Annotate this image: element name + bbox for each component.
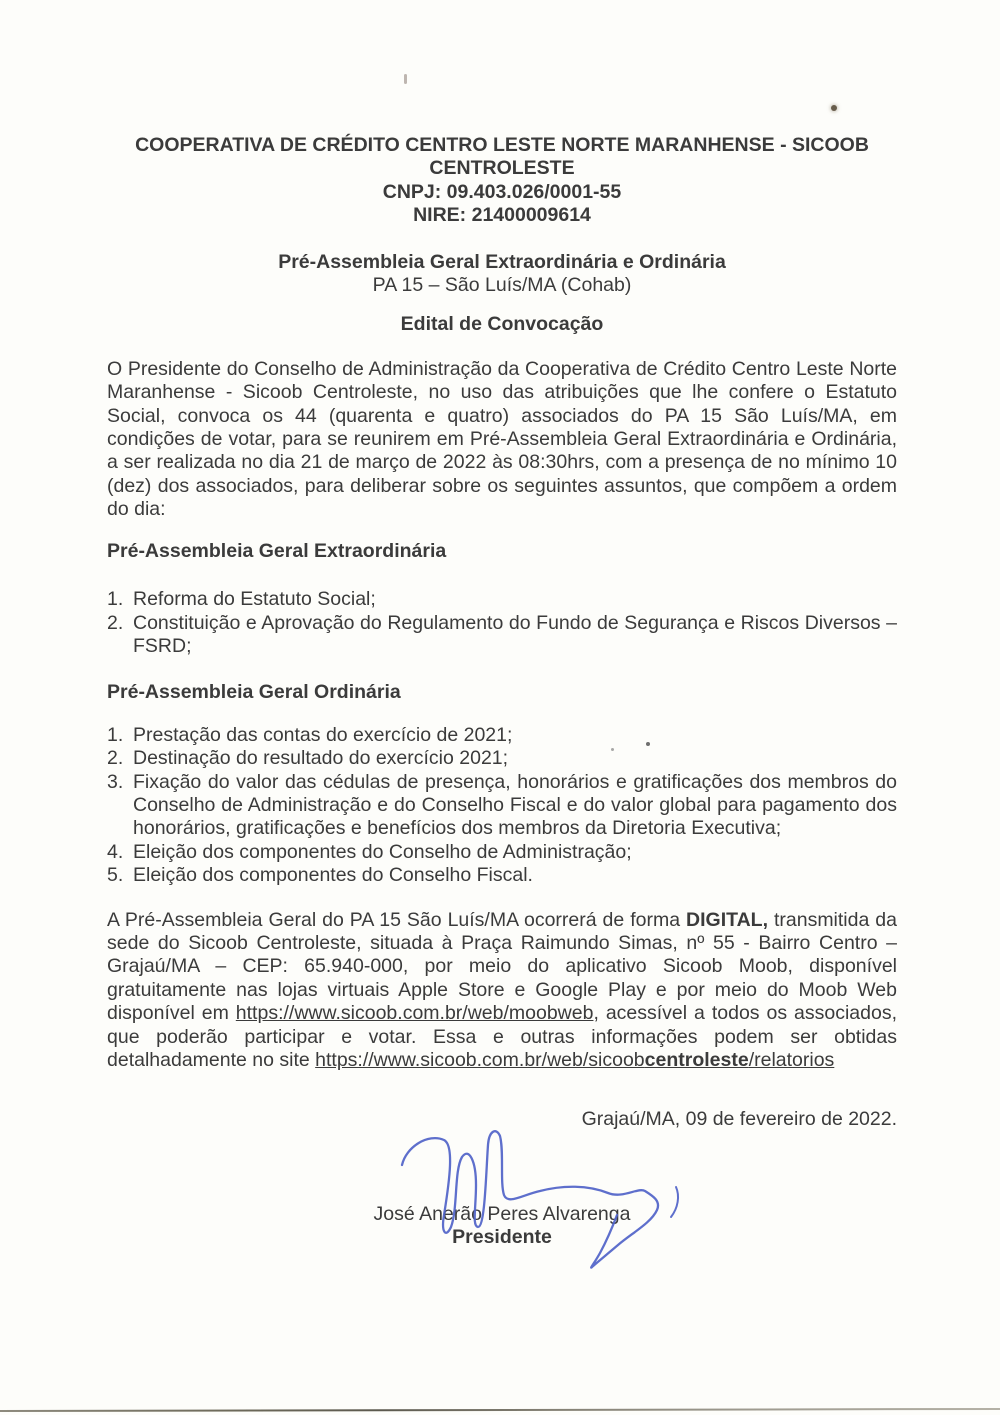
scan-artifact-tick [404, 74, 407, 84]
list-item-text: Destinação do resultado do exercício 2021; [133, 747, 509, 770]
list-item-number: 1. [107, 588, 124, 611]
list-item [107, 864, 897, 887]
signatory-title: Presidente [452, 1226, 552, 1249]
list-item [107, 588, 897, 611]
paragraph-text: A Pré-Assembleia Geral do PA 15 São Luís/MA ocorrerá de forma [107, 908, 687, 931]
intro-paragraph: O Presidente do Conselho de Administração da Cooperativa de Crédito Centro Leste Norte Maranhense - Sicoob Centroleste, no uso das atribuições que lhe confere o Estatuto Social, convoca os 44 (quarenta e quatro) associados do PA 15 São Luís/MA, em condições de votar, para se reunirem em Pré-Assembleia Geral Extraordinária e Ordinária, a ser realizada no dia 21 de março de 2022 às 08:30hrs, com a presença de no mínimo 10 (dez) dos associados, para deliberar sobre os seguintes assuntos, que compõem a ordem do dia: [107, 357, 897, 521]
relatorios-link-bold-part[interactable]: centroleste [644, 1049, 749, 1071]
ordinary-section-heading: Pré-Assembleia Geral Ordinária [107, 681, 401, 704]
org-title-line1: COOPERATIVA DE CRÉDITO CENTRO LESTE NORTE MARANHENSE - SICOOB [135, 134, 869, 156]
list-item-text: Constituição e Aprovação do Regulamento do Fundo de Segurança e Riscos Diversos – FSRD; [133, 611, 897, 657]
extraordinary-agenda-list [107, 588, 897, 658]
list-item-text: Eleição dos componentes do Conselho Fiscal. [133, 864, 533, 887]
list-item-number: 2. [107, 747, 124, 770]
date-place-line: Grajaú/MA, 09 de fevereiro de 2022. [581, 1108, 897, 1131]
signature-block [107, 1203, 897, 1250]
signatory-name: José Anerão Peres Alvarenga [373, 1202, 631, 1225]
scan-artifact-speck [646, 742, 650, 746]
list-item [107, 841, 897, 864]
org-cnpj: CNPJ: 09.403.026/0001-55 [382, 180, 622, 203]
digital-emphasis: DIGITAL, [686, 908, 768, 931]
moobweb-link[interactable]: https://www.sicoob.com.br/web/moobweb [235, 1002, 594, 1025]
document-content [107, 0, 897, 1250]
list-item-number: 3. [107, 770, 124, 793]
paragraph-text: transmitida da sede do Sicoob Centroleste, situada à Praça Raimundo Simas, nº 55 - Bairro Centro – Grajaú/MA – CEP: 65.940-000, por meio do aplicativo Sicoob Moob, disponível gratuitamente nas lojas virtuais Apple Store e Google Play e por meio do Moob Web disponível em [107, 908, 897, 1025]
list-item [107, 724, 897, 747]
scan-artifact-speck [611, 748, 614, 751]
assembly-subtitle: Pré-Assembleia Geral Extraordinária e Ordinária [278, 250, 726, 273]
list-item-text: Eleição dos componentes do Conselho de Administração; [133, 840, 632, 863]
list-item [107, 747, 897, 770]
relatorios-link-part1[interactable]: https://www.sicoob.com.br/web/sicoob [315, 1049, 645, 1071]
assembly-subtitle-block [107, 251, 897, 298]
paragraph-text: , acessível a todos os associados, que poderão participar e votar. Essa e outras informações podem ser obtidas detalhadamente no site [107, 1002, 897, 1071]
org-title-line2: CENTROLESTE [429, 157, 575, 180]
list-item-number: 4. [107, 840, 124, 863]
ordinary-agenda-list [107, 724, 897, 888]
extraordinary-section-heading: Pré-Assembleia Geral Extraordinária [107, 539, 447, 562]
doc-title: Edital de Convocação [400, 313, 604, 336]
list-item-number: 5. [107, 864, 124, 887]
list-item-text: Fixação do valor das cédulas de presença, honorários e gratificações dos membros do Conselho de Administração e do Conselho Fiscal e do valor global para pagamento dos honorários, gratificações e benefícios dos membros da Diretoria Executiva; [133, 770, 897, 840]
list-item-text: Reforma do Estatuto Social; [133, 588, 376, 611]
list-item-number: 2. [107, 611, 124, 634]
document-header [107, 134, 897, 228]
list-item [107, 771, 897, 841]
list-item-text: Prestação das contas do exercício de 2021; [133, 723, 513, 746]
relatorios-link-part2[interactable]: /relatorios [748, 1049, 835, 1071]
org-nire: NIRE: 21400009614 [413, 204, 591, 227]
scan-artifact-dot [831, 105, 837, 111]
assembly-location: PA 15 – São Luís/MA (Cohab) [372, 274, 632, 297]
digital-meeting-paragraph [107, 909, 897, 1073]
list-item-number: 1. [107, 723, 124, 746]
scan-edge-line [0, 1408, 1000, 1412]
list-item [107, 612, 897, 659]
